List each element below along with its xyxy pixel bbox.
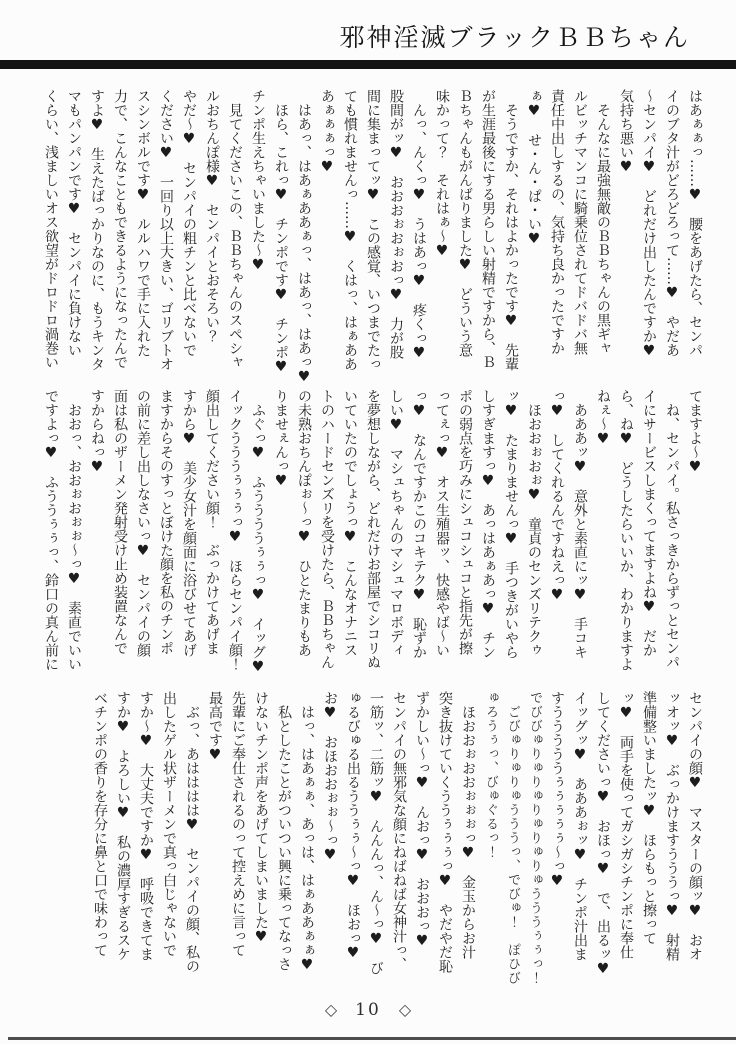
handwritten-sfx-column: ゅろうぅっ、びゅぐるっ！ — [483, 691, 498, 859]
text-column: けないチンポ声をあげてしまいました♥ — [253, 691, 269, 945]
text-column: ください♥ 一回り以上大きい、ゴリブトオ — [158, 89, 174, 371]
diamond-left-icon: ◇ — [324, 1000, 338, 1019]
text-column: やだ～♥ センパイの粗チンと比べないで — [181, 89, 197, 357]
text-column: 出したゲル状ザーメンで真っ白じゃないで — [161, 691, 177, 957]
text-column: ほおおぉおおぉぉぉっ♥ 金玉からお汁 — [460, 691, 476, 959]
text-column: てますよ～♥ — [687, 389, 703, 475]
text-column: ね、センパイ。私さっきからずっとセンパ — [664, 389, 680, 669]
text-column: っ♥ してくれるんですねえっ♥ — [549, 389, 565, 603]
text-column: 私としたことがついつい興に乗ってなっさ — [276, 691, 292, 971]
text-column: 最高です♥ — [207, 691, 223, 763]
text-column: 味かって？ それはぁ～♥ — [434, 89, 450, 259]
text-column: の未熟おちんぽぉ～っ♥ ひとたまりもあ — [296, 389, 312, 657]
text-column: ねぇ～♥ — [595, 389, 611, 447]
diamond-right-icon: ◇ — [398, 1000, 412, 1019]
handwritten-sfx-column: でびびゅりゅりゅりゅりゅりゅうううぅぅっ！ — [527, 691, 542, 985]
text-column: チンポ生えちゃいました～♥ — [250, 89, 266, 273]
text-column: 突き抜けていくううぅぅぅっ♥ やだやだ恥 — [437, 691, 453, 973]
text-column: 責任中出しするの、気持ち良かったですか — [549, 89, 565, 355]
text-column: お♥ おほおおぉぉ～っ♥ — [322, 691, 338, 863]
text-column: ほら、これっ♥ チンポです♥ チンポ♥ — [273, 89, 289, 375]
text-column: ルおちんぽ様♥ センパイとおそろい？ — [204, 89, 220, 343]
text-column: ゅるびゅる出るううぅぅ～っ♥ ほおっ♥ — [345, 691, 361, 961]
text-block-bottom — [28, 691, 706, 991]
text-column: すうううううぅぅぅぅぅ～っ♥ — [549, 691, 565, 889]
page-title: 邪神淫滅ブラックＢＢちゃん — [339, 23, 690, 52]
text-column: 間に集まってッ♥ この感覚、いつまでたっ — [365, 89, 381, 371]
text-column: してくださいっ♥ おほっ♥ で、出るッ♥ — [595, 691, 611, 977]
text-column: ほおおぉおぉ♥ 童貞のセンズリテクゥ — [526, 389, 542, 657]
text-column: 準備整いましたッ♥ ほらもっと擦って — [641, 691, 657, 945]
text-column: っ♥ なんですかこのコキテク♥ 恥ずか — [411, 389, 427, 659]
text-column: を夢想しながら、どれだけお部屋でシコリぬ — [365, 389, 381, 669]
text-column: ずかしい～っ♥ んおっ♥ おおおっ♥ — [414, 691, 430, 949]
text-column: イッグッ♥ あああぉッ♥ チンポ汁出ま — [572, 691, 588, 961]
text-column: くらい、浅ましいオス欲望がドロドロ渦巻い — [43, 89, 59, 369]
text-column: ～センパイ♥ どれだけ出したんですか♥ — [641, 89, 657, 359]
text-column: ッオッ♥ ぶっかけますうううっ♥ 射精 — [664, 691, 680, 961]
text-column: 股間がッ♥ おおおぉおぉおっ♥ 力が股 — [388, 89, 404, 359]
text-column: あぁぁぁっ♥ — [319, 89, 335, 175]
page-footer — [0, 1000, 736, 1020]
text-column: トのハードセンズリを受けたら、ＢＢちゃん — [319, 389, 335, 669]
page-header — [0, 18, 690, 54]
text-column: ベチンポの香りを存分に鼻と口で味わって — [92, 691, 108, 957]
text-column: Ｂちゃんもがんばりました♥ どういう意 — [457, 89, 473, 357]
text-column: 見てくださいこの、ＢＢちゃんのスペシャ — [227, 89, 243, 369]
text-column: そんなに最強無敵のＢＢちゃんの黒ギャ — [595, 89, 611, 355]
handwritten-sfx-column: ごびゅりゅりゅうううっ、でびゅ！ ぽひび — [505, 691, 520, 985]
text-column: すよ♥ 生えたばっかりなのに、もうキンタ — [89, 89, 105, 371]
text-column: はあぁぁっ……♥ 腰をあげたら、センパ — [687, 89, 703, 357]
text-column: ッ♥ たまりませんっ♥ 手つきがいやら — [503, 389, 519, 659]
text-column: ってぇっ♥ オス生殖器ッ、快感やば～い — [434, 389, 450, 657]
text-column: ぶっ、あはははは♥ センパイの顔、私の — [184, 691, 200, 973]
text-column: はっ、はあぁぁ、あっは、はぁああぁぁ♥ — [299, 691, 315, 973]
text-column: おおっ、おおぉおぉぉ～っ♥ 素直でいい — [66, 389, 82, 671]
text-column: 力で、こんなこともできるようになったんで — [112, 89, 128, 369]
text-column: すか～♥ 大丈夫ですか♥ 呼吸できてま — [138, 691, 154, 961]
text-column: はあっ、はあぁああぁっ、はあっ、はあっ♥ — [296, 89, 312, 385]
text-column: すか♥ よろしい♥ 私の濃厚すぎるスケ — [115, 691, 131, 961]
text-column: センパイの顔♥ マスターの顔ッ♥ おオ — [687, 691, 703, 961]
text-column: 一筋ッ、二筋ッ♥ んんんっ、ん～っ♥ び — [368, 691, 384, 975]
text-column: しすぎますっ♥ あっはあぁあっ♥ チン — [480, 389, 496, 659]
text-column: ても慣れませんっ……♥ くはっ、はぁああ — [342, 89, 358, 371]
text-column: りませぇんっ♥ — [273, 389, 289, 489]
text-column: ら、ね♥ どうしたらいいか、わかりますよ — [618, 389, 634, 671]
text-column: んっ、んくっ♥ うはあっ♥ 疼くっ♥ — [411, 89, 427, 361]
text-column: 顔出してください顔！ ぶっかけてあげま — [204, 389, 220, 655]
text-column: そうですか、それはよかったです♥ 先輩 — [503, 89, 519, 371]
text-column: が生涯最後にする男らしい射精ですから、Ｂ — [480, 89, 496, 369]
text-column: いていたのでしょうっ♥ こんなオナニス — [342, 389, 358, 657]
text-column: あああッ♥ 意外と素直にッ♥ 手コキ — [572, 389, 588, 659]
text-column: ポの弱点を巧みにシュコシュコと指先が擦 — [457, 389, 473, 655]
text-column: 面は私のザーメン発射受け止め装置なんで — [112, 389, 128, 655]
page-bottom-edge — [8, 1037, 736, 1040]
text-block-top — [28, 89, 706, 387]
text-column: しい♥ マシュちゃんのマシュマロボディ — [388, 389, 404, 657]
text-column: ぁ♥ せ・ん・ぱ・い♥ — [526, 89, 542, 247]
text-column: ルビッチマンコに騎乗位されてドバドバ無 — [572, 89, 588, 355]
text-column: すから♥ 美少女汁を顔面に浴びせてあげ — [181, 389, 197, 657]
text-column: すからねっ♥ — [89, 389, 105, 475]
page-number: 10 — [355, 1000, 381, 1020]
text-column: の前に差し出しなさいっ♥ センパイの顔 — [135, 389, 151, 657]
text-column: ッ♥ 両手を使ってガシガシチンポに奉仕 — [618, 691, 634, 959]
text-column: イにサービスしまくってますよね♥ だか — [641, 389, 657, 657]
text-block-middle — [28, 389, 706, 687]
text-column: 気持ち悪い♥ — [618, 89, 634, 175]
text-column: ですよっ♥ ふううぅぅっ、鈴口の真ん前に — [43, 389, 59, 671]
header-rule — [0, 60, 736, 69]
text-column: イックうううぅぅぅっ♥ ほらセンパイ顔！ — [227, 389, 243, 671]
text-column: マもパンパンです♥ センパイに負けない — [66, 89, 82, 357]
text-column: ふぐっ♥ ふううううぅぅっ♥ イッグ♥ — [250, 389, 266, 675]
text-column: スシンボルです♥ ルルハワで手に入れた — [135, 89, 151, 357]
text-column: イのブタ汁がどろどろって……♥ やだあ — [664, 89, 680, 357]
text-column: センパイの無邪気な顔にねばねば女神汁っ、 — [391, 691, 407, 971]
text-column: ますからそのすっとぼけた顔を私のチンポ — [158, 389, 174, 655]
text-column: 先輩にご奉仕されるのって控えめに言って — [230, 691, 246, 957]
